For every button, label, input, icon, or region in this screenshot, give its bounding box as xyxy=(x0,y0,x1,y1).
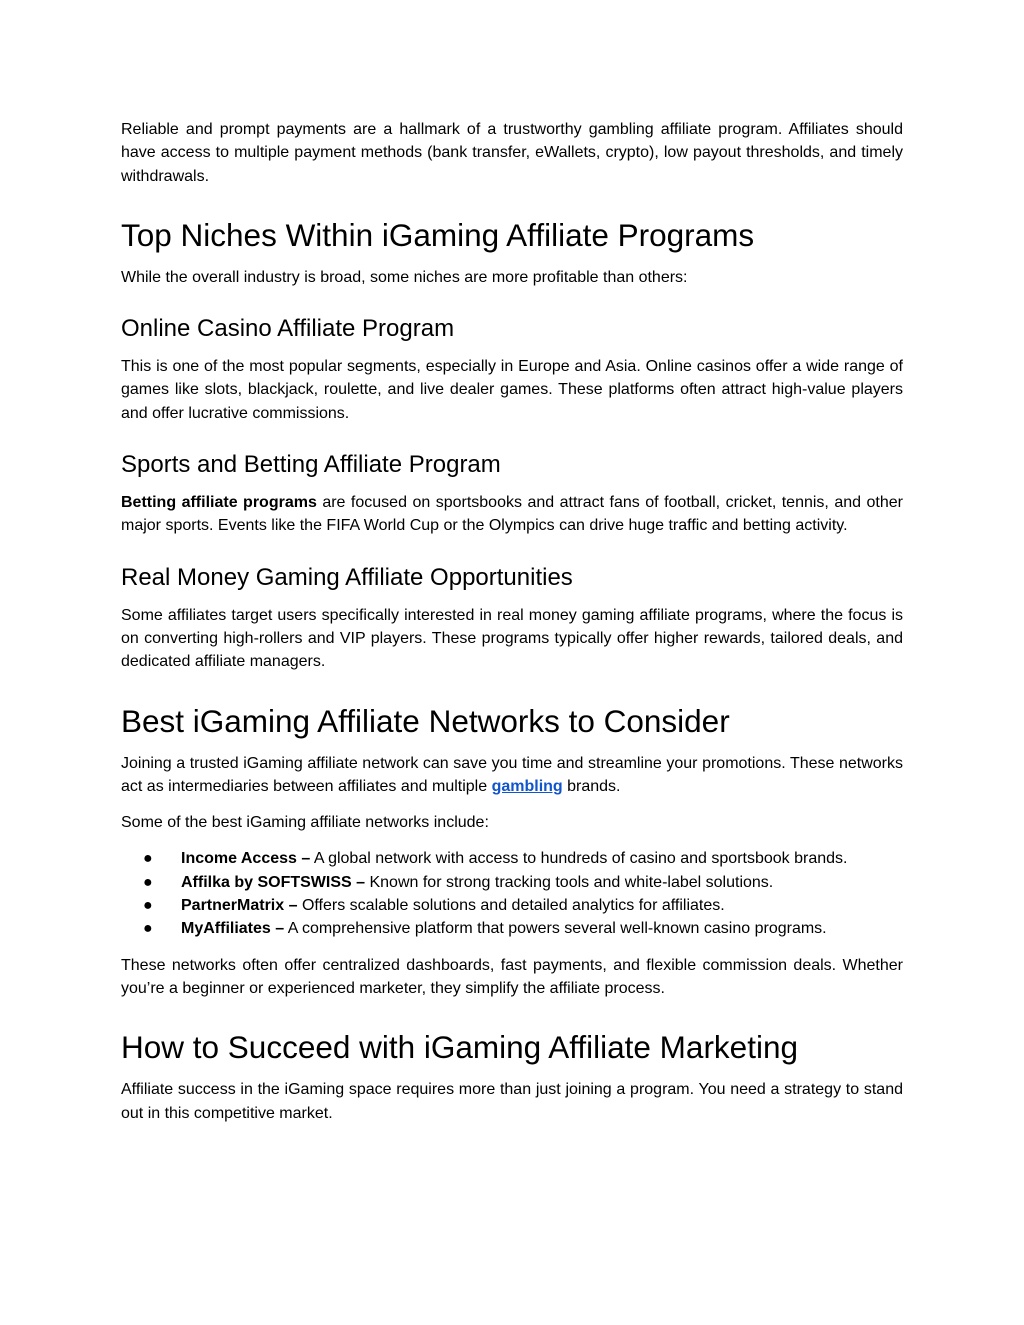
bullet-icon: ● xyxy=(143,850,153,868)
bullet-icon: ● xyxy=(143,897,153,915)
network-name: PartnerMatrix – xyxy=(181,897,298,915)
heading-online-casino: Online Casino Affiliate Program xyxy=(121,315,455,343)
list-item xyxy=(121,871,903,894)
networks-paragraph-text: Joining a trusted iGaming affiliate network can save you time and streamline your promotions. These networks act as intermediaries between affiliates and multiple xyxy=(121,754,903,795)
payments-paragraph: Reliable and prompt payments are a hallmark of a trustworthy gambling affiliate program. Affiliates should have access to multiple payment methods (bank transfer, eWallets, crypto), low payout thresholds, and timely withdrawals. xyxy=(121,121,903,185)
network-name: Income Access – xyxy=(181,850,311,868)
niches-intro-paragraph: While the overall industry is broad, some niches are more profitable than others: xyxy=(121,268,688,286)
networks-summary-paragraph: These networks often offer centralized dashboards, fast payments, and flexible commission deals. Whether you’re a beginner or experienced marketer, they simplify the affiliate process. xyxy=(121,956,903,997)
network-desc: A global network with access to hundreds of casino and sportsbook brands. xyxy=(310,850,848,868)
heading-top-niches: Top Niches Within iGaming Affiliate Programs xyxy=(121,216,755,253)
sports-paragraph xyxy=(121,491,903,538)
heading-sports-betting: Sports and Betting Affiliate Program xyxy=(121,451,501,479)
network-name: Affilka by SOFTSWISS – xyxy=(181,873,366,891)
casino-paragraph: This is one of the most popular segments, especially in Europe and Asia. Online casinos offer a wide range of games like slots, blackjack, roulette, and live dealer games. These platforms often attract high-value players and offer lucrative commissions. xyxy=(121,358,903,422)
document-page xyxy=(121,118,903,1125)
heading-best-networks: Best iGaming Affiliate Networks to Consider xyxy=(121,702,730,739)
list-item xyxy=(121,917,903,940)
networks-list-intro: Some of the best iGaming affiliate networks include: xyxy=(121,814,489,832)
network-desc: Offers scalable solutions and detailed analytics for affiliates. xyxy=(297,897,725,915)
list-item xyxy=(121,894,903,917)
bullet-icon: ● xyxy=(143,873,153,891)
bullet-icon: ● xyxy=(143,920,153,938)
gambling-link[interactable]: gambling xyxy=(491,777,563,795)
networks-paragraph xyxy=(121,752,903,799)
network-desc: A comprehensive platform that powers several well-known casino programs. xyxy=(284,920,827,938)
network-name: MyAffiliates – xyxy=(181,920,285,938)
heading-real-money: Real Money Gaming Affiliate Opportunities xyxy=(121,563,573,591)
network-desc: Known for strong tracking tools and white-label solutions. xyxy=(365,873,774,891)
heading-how-to-succeed: How to Succeed with iGaming Affiliate Marketing xyxy=(121,1029,798,1066)
list-item xyxy=(121,847,903,870)
real-money-paragraph: Some affiliates target users specifically interested in real money gaming affiliate programs, where the focus is on converting high-rollers and VIP players. These programs typically offer higher rewards, tailored deals, and dedicated affiliate managers. xyxy=(121,606,903,671)
betting-programs-bold: Betting affiliate programs xyxy=(121,494,317,512)
networks-list xyxy=(121,847,903,940)
succeed-paragraph: Affiliate success in the iGaming space requires more than just joining a program. You need a strategy to stand out in this competitive market. xyxy=(121,1081,903,1122)
sports-paragraph-text: are focused on sportsbooks and attract fans of football, cricket, tennis, and other major sports. Events like the FIFA World Cup or the Olympics can drive huge traffic and betting activity. xyxy=(121,494,903,535)
networks-paragraph-end: brands. xyxy=(562,777,621,795)
